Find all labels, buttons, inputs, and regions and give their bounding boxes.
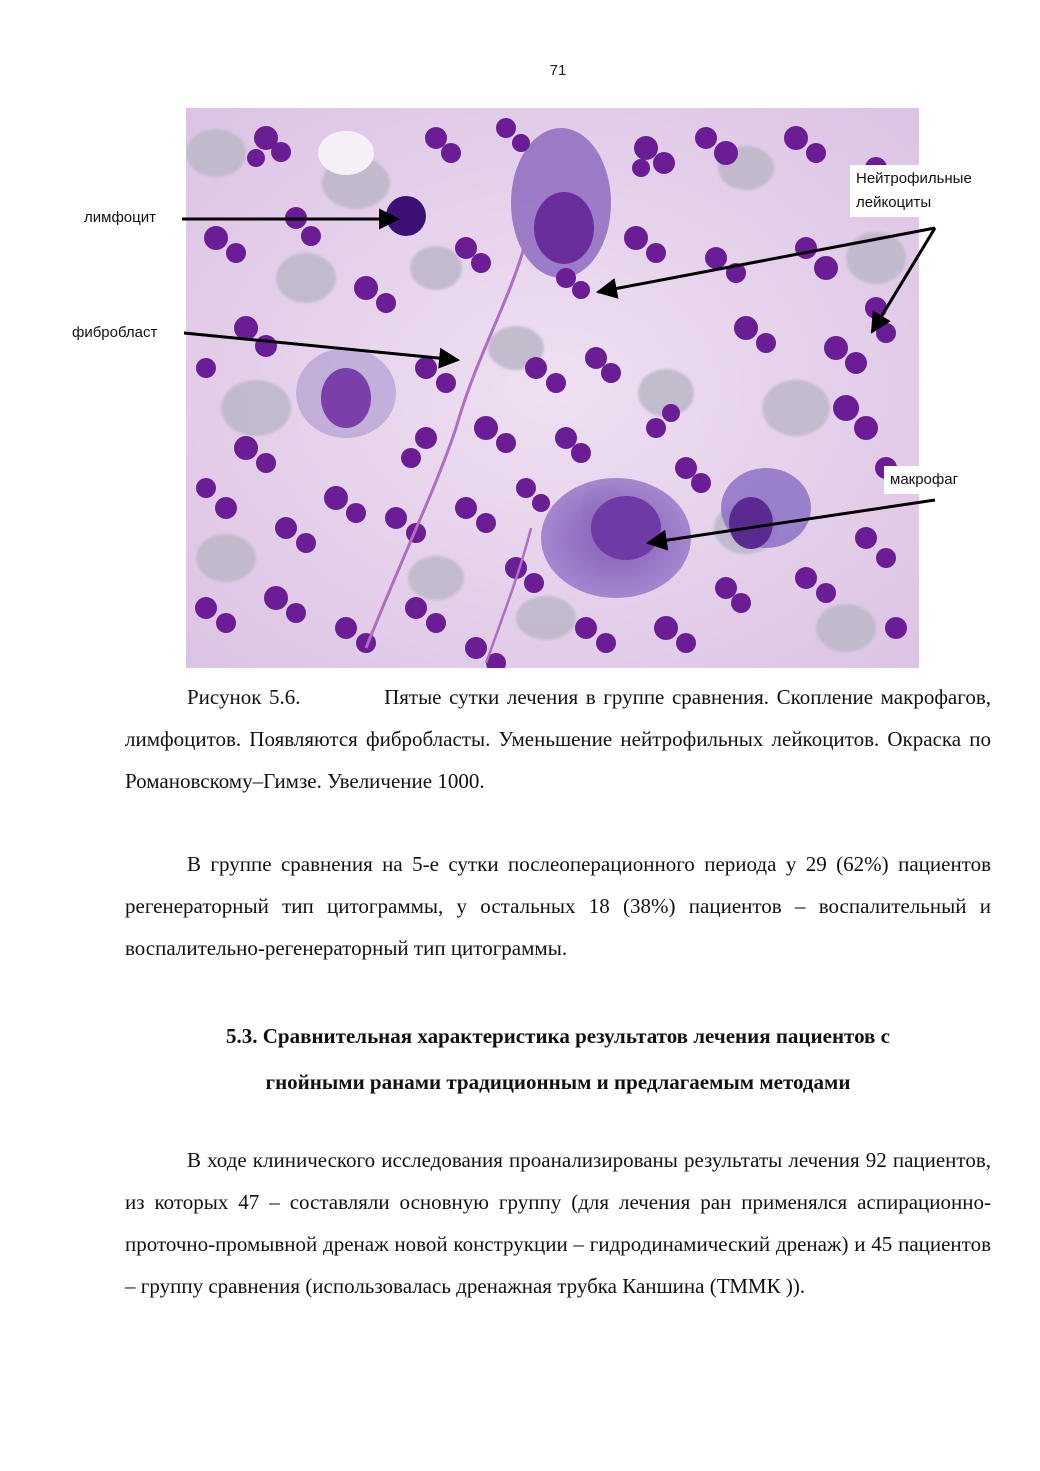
caption-text: Пятые сутки лечения в группе сравнения. Скопление макрофагов, лимфоцитов. Появляются фибробласты. Уменьшение нейтрофильных лейкоцитов. Окраска по Романовскому–Гимзе. Увеличение 1000. [125, 685, 992, 793]
label-macrophage: макрофаг [884, 466, 964, 494]
paragraph-2 [125, 1139, 991, 1307]
label-lymphocyte: лимфоцит [84, 209, 156, 226]
page-number: 71 [549, 62, 567, 79]
paragraph-1 [125, 843, 991, 969]
paragraph-2-text: В ходе клинического исследования проанализированы результаты лечения 92 пациентов, из которых 47 – составляли основную группу (для лечения ран применялся аспирационно-проточно-промывной дренаж новой конструкции – гидродинамический дренаж) и 45 пациентов – группу сравнения (использовалась дренажная трубка Каншина (ТММК )). [125, 1148, 991, 1298]
label-fibroblast: фибробласт [72, 324, 158, 341]
label-neutrophils [850, 165, 978, 217]
section-heading [125, 1013, 991, 1105]
paragraph-1-text: В группе сравнения на 5-е сутки послеоперационного периода у 29 (62%) пациентов регенераторный тип цитограммы, у остальных 18 (38%) пациентов – воспалительный и воспалительно-регенераторный тип цитограммы. [125, 852, 991, 960]
section-heading-line2: гнойными ранами традиционным и предлагаемым методами [265, 1070, 851, 1094]
micrograph-figure [186, 108, 919, 668]
label-neutrophils-line1: Нейтрофильные [856, 170, 972, 187]
figure-caption [125, 676, 991, 802]
section-heading-line1: 5.3. Сравнительная характеристика результатов лечения пациентов с [226, 1024, 890, 1048]
micrograph-image [186, 108, 919, 668]
caption-label: Рисунок 5.6. [187, 685, 301, 709]
label-neutrophils-line2: лейкоциты [856, 194, 932, 211]
